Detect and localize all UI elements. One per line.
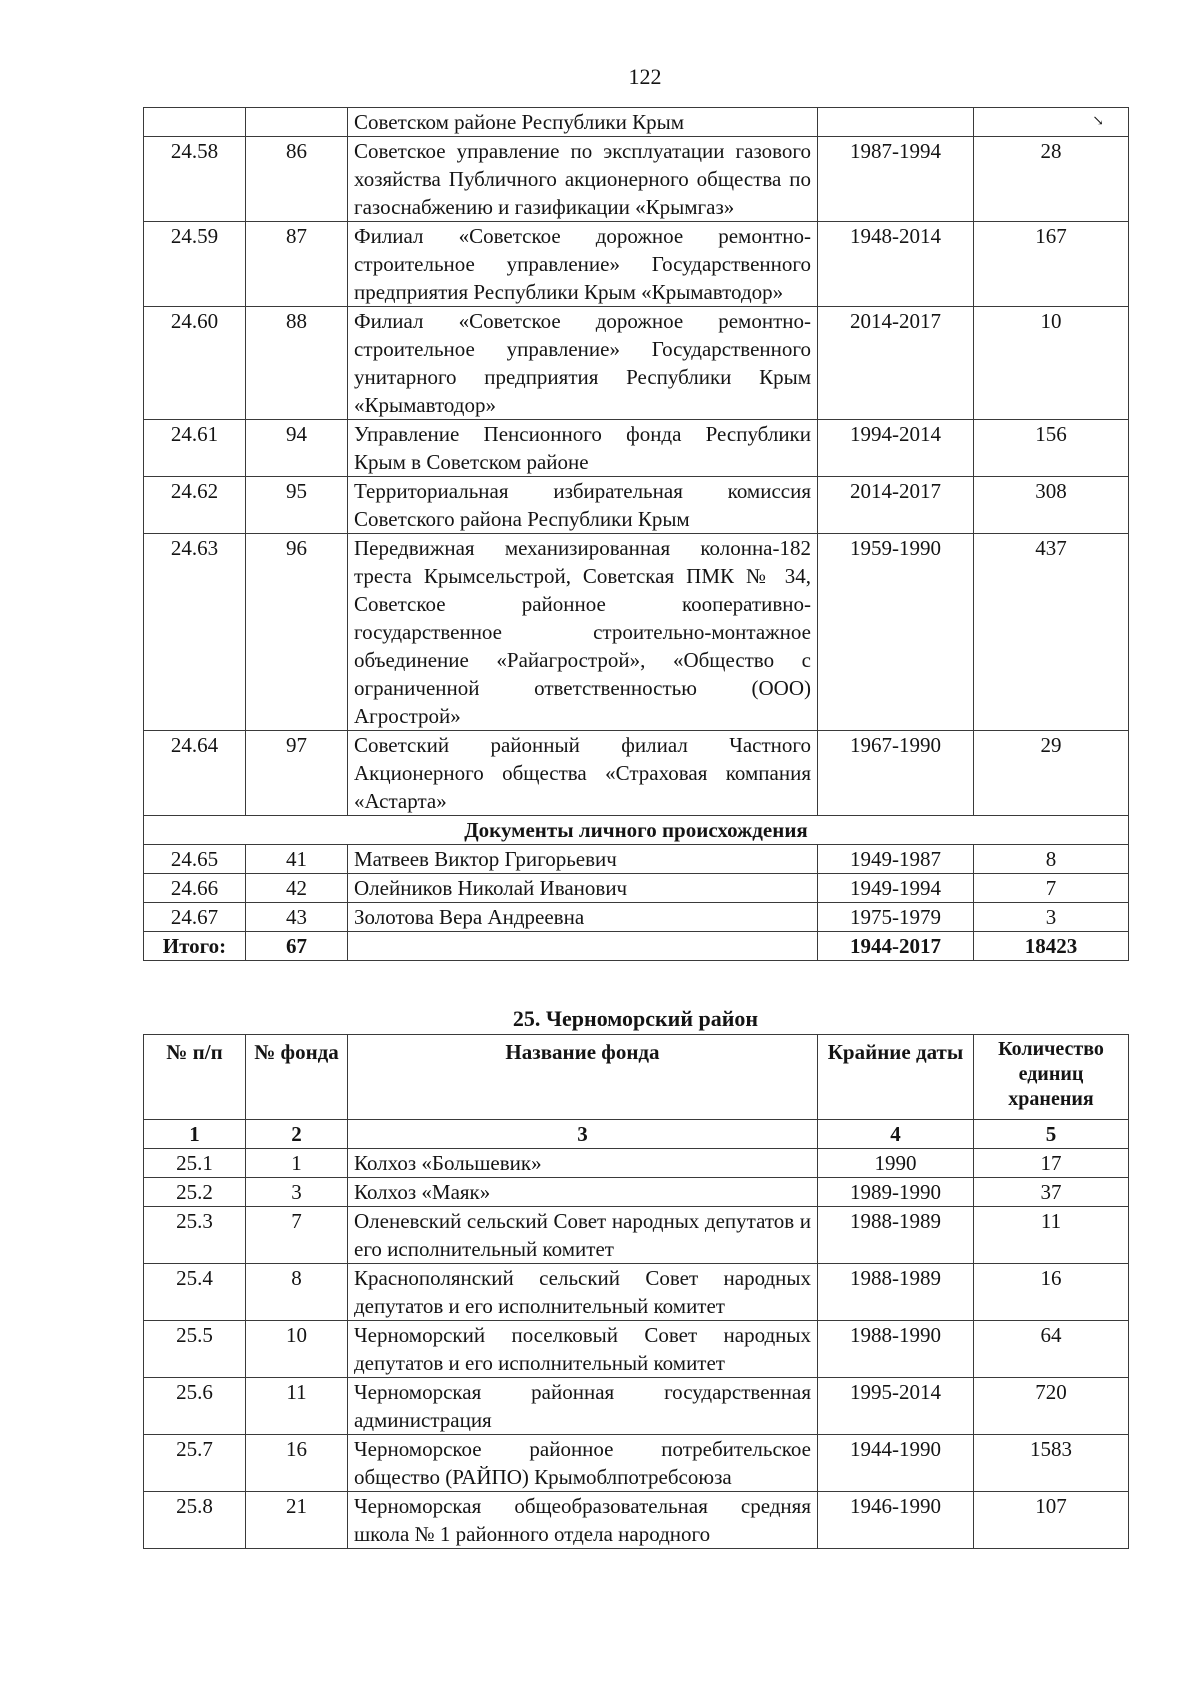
table-row: [144, 731, 1129, 816]
table-cell-dates: 1988-1989: [818, 1264, 974, 1321]
table-row: [144, 108, 1129, 137]
total-label: Итого:: [144, 932, 246, 961]
table-cell-fond: 3: [246, 1178, 348, 1207]
table-cell-fond: 87: [246, 222, 348, 307]
table-row: [144, 1378, 1129, 1435]
table-cell-name: Филиал «Советское дорожное ремонтно-строительное управление» Государственного предприятия Республики Крым «Крымавтодор»: [348, 222, 818, 307]
table-cell-num: 24.61: [144, 420, 246, 477]
table-row: [144, 1207, 1129, 1264]
total-row: [144, 932, 1129, 961]
table-cell-dates: 1949-1994: [818, 874, 974, 903]
table-row: [144, 903, 1129, 932]
table-cell-units: 720: [974, 1378, 1129, 1435]
table-cell-num: 25.4: [144, 1264, 246, 1321]
district-title: 25. Черноморский район: [512, 1006, 759, 1031]
table-cell-units: 28: [974, 137, 1129, 222]
table-row: [144, 1178, 1129, 1207]
table-cell-fond: 95: [246, 477, 348, 534]
column-number: 4: [818, 1120, 974, 1149]
column-number: 5: [974, 1120, 1129, 1149]
table-row: [144, 307, 1129, 420]
table-cell-fond: 86: [246, 137, 348, 222]
table-cell-num: 24.60: [144, 307, 246, 420]
table-cell-units: 107: [974, 1492, 1129, 1549]
table-cell-dates: 1948-2014: [818, 222, 974, 307]
table-cell-name: Колхоз «Большевик»: [348, 1149, 818, 1178]
table-cell-dates: 1967-1990: [818, 731, 974, 816]
table-cell-units: 8: [974, 845, 1129, 874]
table-cell-num: 25.5: [144, 1321, 246, 1378]
table-cell-dates: 1994-2014: [818, 420, 974, 477]
table-row: [144, 477, 1129, 534]
table-cell-fond: 97: [246, 731, 348, 816]
table-cell-dates: [818, 108, 974, 137]
table-cell-fond: 96: [246, 534, 348, 731]
table-cell-units: 10: [974, 307, 1129, 420]
table-cell-name: Филиал «Советское дорожное ремонтно-строительное управление» Государственного унитарного предприятия Республики Крым «Крымавтодор»: [348, 307, 818, 420]
header-units: Количество единиц хранения: [974, 1035, 1129, 1120]
table-cell-num: 24.65: [144, 845, 246, 874]
table-cell-units: 167: [974, 222, 1129, 307]
table-cell-units: [974, 108, 1129, 137]
table-cell-name: Советский районный филиал Частного Акционерного общества «Страховая компания «Астарта»: [348, 731, 818, 816]
table-cell-units: 37: [974, 1178, 1129, 1207]
table-row: [144, 1435, 1129, 1492]
header-name: Название фонда: [348, 1035, 818, 1120]
table-cell-name: Черноморская районная государственная администрация: [348, 1378, 818, 1435]
table-row: [144, 1492, 1129, 1549]
table-cell-name: Управление Пенсионного фонда Республики Крым в Советском районе: [348, 420, 818, 477]
table-cell-dates: 2014-2017: [818, 477, 974, 534]
header-fond: № фонда: [246, 1035, 348, 1120]
table-cell-fond: 8: [246, 1264, 348, 1321]
table-row: [144, 1149, 1129, 1178]
table-cell-dates: 1988-1990: [818, 1321, 974, 1378]
table-cell-name: Краснополянский сельский Совет народных депутатов и его исполнительный комитет: [348, 1264, 818, 1321]
table-cell-num: 25.6: [144, 1378, 246, 1435]
table-cell-num: 24.58: [144, 137, 246, 222]
table-cell-dates: 1995-2014: [818, 1378, 974, 1435]
table-cell-units: 1583: [974, 1435, 1129, 1492]
table-cell-name: Оленевский сельский Совет народных депутатов и его исполнительный комитет: [348, 1207, 818, 1264]
archive-fonds-table: [143, 1034, 1129, 1549]
table-cell-name: Советском районе Республики Крым: [348, 108, 818, 137]
table-cell-name: Черноморское районное потребительское общество (РАЙПО) Крымоблпотребсоюза: [348, 1435, 818, 1492]
table-cell-num: 24.66: [144, 874, 246, 903]
table-cell-dates: 1988-1989: [818, 1207, 974, 1264]
archive-fonds-table-continued: [143, 107, 1129, 961]
table-cell-fond: 94: [246, 420, 348, 477]
table-cell-units: 29: [974, 731, 1129, 816]
table-cell-fond: 21: [246, 1492, 348, 1549]
table-cell-name: Олейников Николай Иванович: [348, 874, 818, 903]
table-cell-num: 25.2: [144, 1178, 246, 1207]
table-cell-name: Советское управление по эксплуатации газового хозяйства Публичного акционерного общества по газоснабжению и газификации «Крымгаз»: [348, 137, 818, 222]
page-number: 122: [628, 64, 662, 89]
table-row: [144, 1264, 1129, 1321]
table-cell-name: Матвеев Виктор Григорьевич: [348, 845, 818, 874]
table-row: [144, 874, 1129, 903]
header-num: № п/п: [144, 1035, 246, 1120]
column-number: 2: [246, 1120, 348, 1149]
table-cell-units: 16: [974, 1264, 1129, 1321]
table-cell-units: 156: [974, 420, 1129, 477]
table-cell-name: Золотова Вера Андреевна: [348, 903, 818, 932]
table-cell-num: 24.64: [144, 731, 246, 816]
section-title: Документы личного происхождения: [144, 816, 1129, 845]
table-cell-units: 308: [974, 477, 1129, 534]
table-cell-fond: [246, 108, 348, 137]
total-units: 18423: [974, 932, 1129, 961]
table-cell-name: Колхоз «Маяк»: [348, 1178, 818, 1207]
table-cell-name: Передвижная механизированная колонна-182 треста Крымсельстрой, Советская ПМК № 34, Советское районное кооперативно-государственное строительно-монтажное объединение «Райагрострой», «Общество с ограниченной ответственностью (ООО) Агрострой»: [348, 534, 818, 731]
table-cell-units: 17: [974, 1149, 1129, 1178]
table-cell-dates: 1949-1987: [818, 845, 974, 874]
table-cell-name: Территориальная избирательная комиссия Советского района Республики Крым: [348, 477, 818, 534]
column-numbers-row: [144, 1120, 1129, 1149]
table-cell-units: 437: [974, 534, 1129, 731]
table-cell-fond: 42: [246, 874, 348, 903]
column-number: 3: [348, 1120, 818, 1149]
table-row: [144, 845, 1129, 874]
table-cell-fond: 1: [246, 1149, 348, 1178]
table-cell-name: Черноморская общеобразовательная средняя школа № 1 районного отдела народного: [348, 1492, 818, 1549]
table-cell-num: 25.8: [144, 1492, 246, 1549]
table-header-row: [144, 1035, 1129, 1120]
header-dates: Крайние даты: [818, 1035, 974, 1120]
table-cell-fond: 16: [246, 1435, 348, 1492]
table-cell-dates: 2014-2017: [818, 307, 974, 420]
table-cell-fond: 41: [246, 845, 348, 874]
table-cell-num: 24.59: [144, 222, 246, 307]
table-row: [144, 222, 1129, 307]
table-cell-fond: 10: [246, 1321, 348, 1378]
table-cell-dates: 1944-1990: [818, 1435, 974, 1492]
table-cell-num: 24.63: [144, 534, 246, 731]
table-row: [144, 420, 1129, 477]
table-cell-fond: 43: [246, 903, 348, 932]
table-cell-dates: 1975-1979: [818, 903, 974, 932]
table-cell-units: 11: [974, 1207, 1129, 1264]
check-mark: ↘: [1092, 114, 1104, 129]
table-cell-dates: 1946-1990: [818, 1492, 974, 1549]
table-cell-num: 24.67: [144, 903, 246, 932]
table-row: [144, 1321, 1129, 1378]
table-cell-num: 24.62: [144, 477, 246, 534]
table-row: [144, 534, 1129, 731]
table-row: [144, 137, 1129, 222]
total-dates: 1944-2017: [818, 932, 974, 961]
section-heading-row: [144, 816, 1129, 845]
table-cell-num: 25.7: [144, 1435, 246, 1492]
table-cell-fond: 11: [246, 1378, 348, 1435]
table-cell-fond: 7: [246, 1207, 348, 1264]
table-cell-fond: 88: [246, 307, 348, 420]
table-cell-dates: 1987-1994: [818, 137, 974, 222]
table-cell-units: 3: [974, 903, 1129, 932]
table-cell-dates: 1989-1990: [818, 1178, 974, 1207]
total-fond: 67: [246, 932, 348, 961]
table-cell-units: 64: [974, 1321, 1129, 1378]
total-name: [348, 932, 818, 961]
table-cell-num: 25.1: [144, 1149, 246, 1178]
table-cell-units: 7: [974, 874, 1129, 903]
table-cell-name: Черноморский поселковый Совет народных депутатов и его исполнительный комитет: [348, 1321, 818, 1378]
table-cell-num: [144, 108, 246, 137]
table-cell-num: 25.3: [144, 1207, 246, 1264]
table-cell-dates: 1959-1990: [818, 534, 974, 731]
table-cell-dates: 1990: [818, 1149, 974, 1178]
column-number: 1: [144, 1120, 246, 1149]
